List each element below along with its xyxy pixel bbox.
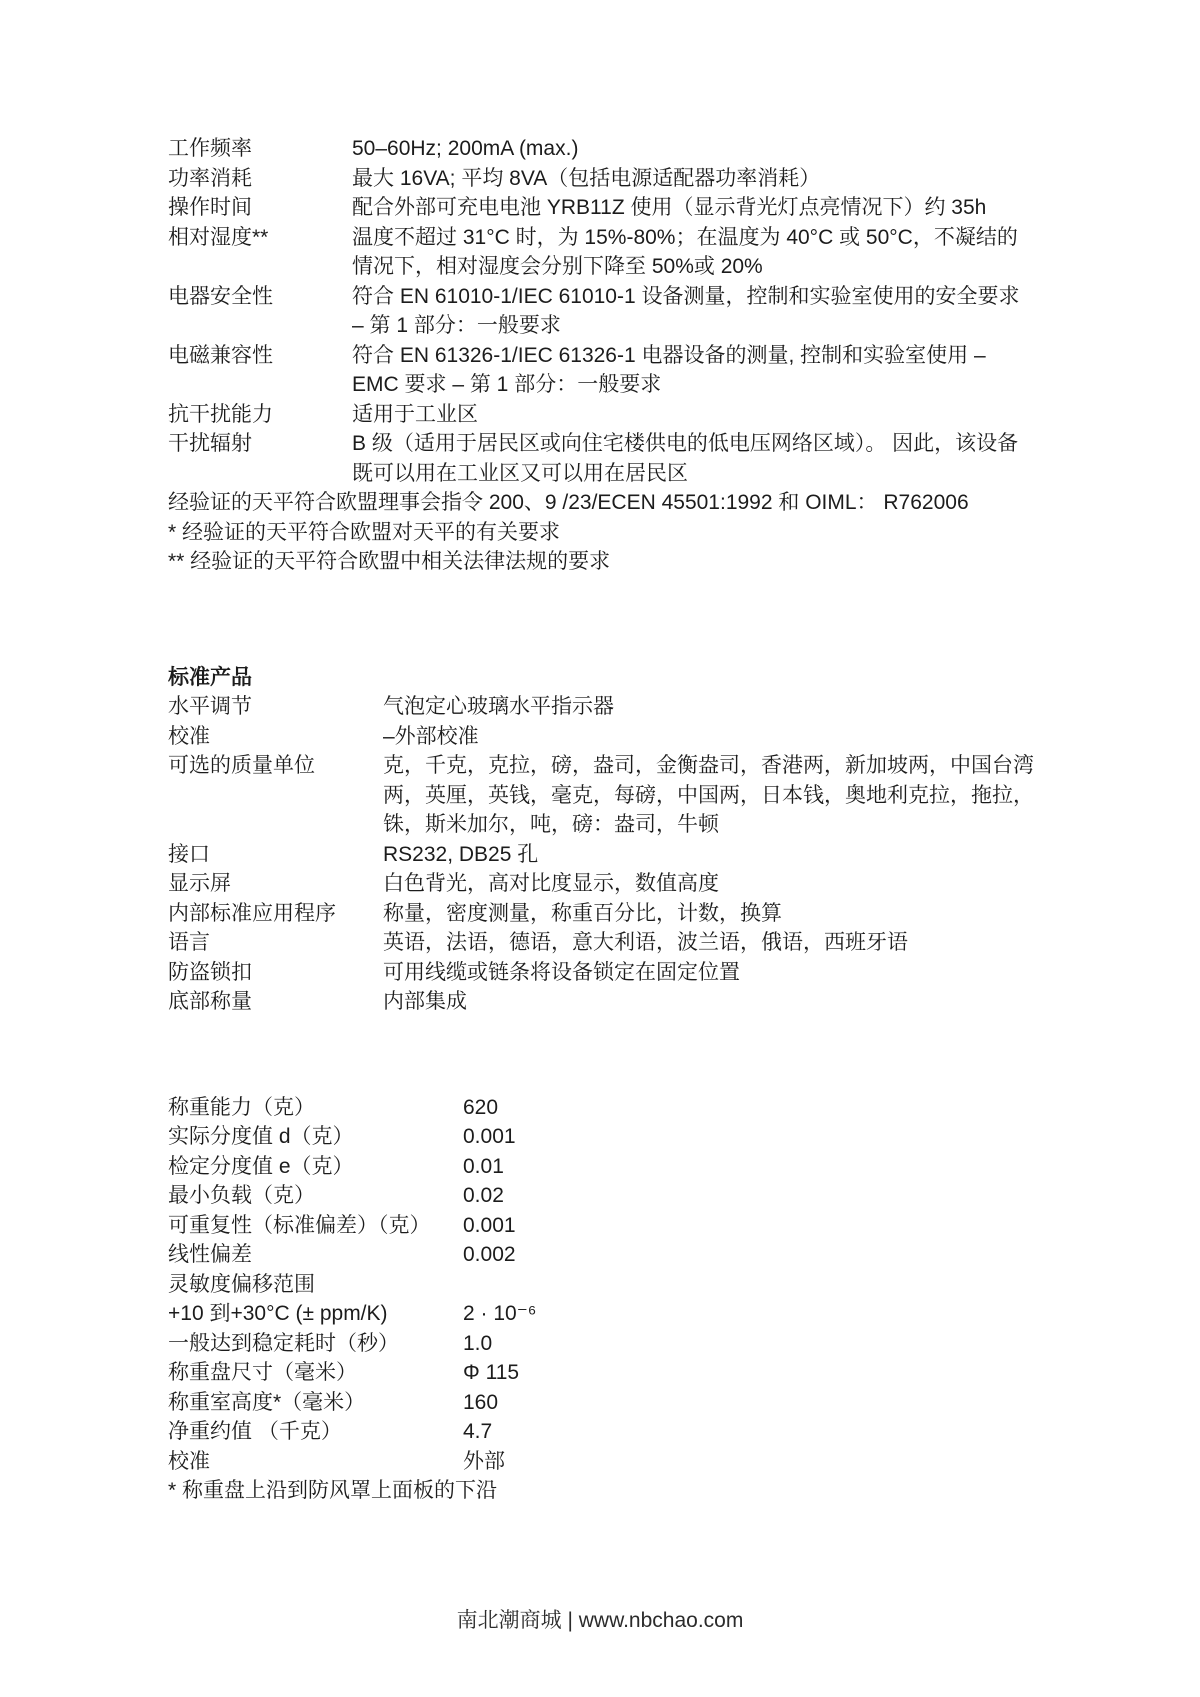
spec-value: 4.7	[463, 1420, 493, 1443]
spec-row	[168, 928, 1035, 958]
page-content	[168, 134, 1035, 1506]
spec-table-weighing	[168, 1093, 1035, 1477]
spec-row	[168, 1358, 1035, 1388]
spec-row	[168, 692, 1035, 722]
spec-value: 620	[463, 1095, 499, 1119]
spec-row	[168, 958, 1035, 988]
spec-label: 最小负载（克）	[168, 1184, 315, 1207]
spec-label: 抗干扰能力	[168, 402, 273, 426]
spec-label: 水平调节	[168, 695, 252, 718]
spec-label: 显示屏	[168, 872, 231, 895]
spec-value: B 级（适用于居民区或向住宅楼供电的低电压网络区域）。 因此，该设备既可以用在工业区又可以用在居民区	[352, 432, 1019, 485]
spec-label: 功率消耗	[168, 166, 252, 190]
spec-value: 0.02	[463, 1184, 504, 1207]
spec-row	[168, 987, 1035, 1017]
spec-value: 2 · 10⁻⁶	[463, 1302, 537, 1325]
spec-row	[168, 899, 1035, 929]
spec-value: 称量，密度测量，称重百分比，计数，换算	[383, 901, 782, 925]
spec-value: 克，千克，克拉，磅，盎司，金衡盎司，香港两，新加坡两，中国台湾两，英厘，英钱，毫克，每磅，中国两，日本钱，奥地利克拉，拖拉，铢，斯米加尔，吨，磅：盎司，牛顿	[383, 754, 1034, 836]
spec-row	[168, 282, 1035, 341]
note-line: * 经验证的天平符合欧盟对天平的有关要求	[168, 520, 561, 544]
spec-row	[168, 400, 1035, 430]
spec-table-standard-product	[168, 692, 1035, 1017]
spec-label: 灵敏度偏移范围	[168, 1272, 315, 1296]
spec-value: 外部	[463, 1449, 505, 1473]
spec-label: 一般达到稳定耗时（秒）	[168, 1331, 399, 1355]
spec-row	[168, 840, 1035, 870]
spec-label: 校准	[168, 724, 210, 748]
spec-label: 操作时间	[168, 196, 252, 219]
spec-value: 0.002	[463, 1243, 516, 1266]
spec-row	[168, 1447, 1035, 1477]
spec-row	[168, 429, 1035, 488]
spec-value: 符合 EN 61326-1/IEC 61326-1 电器设备的测量, 控制和实验室使用 – EMC 要求 – 第 1 部分：一般要求	[352, 343, 986, 396]
spec-value: 气泡定心玻璃水平指示器	[383, 695, 614, 718]
spec-label: 底部称量	[168, 990, 252, 1013]
spec-label: 称重室高度*（毫米）	[168, 1390, 366, 1414]
section-heading-standard-product: 标准产品	[168, 665, 252, 689]
spec-label: 相对湿度**	[168, 225, 269, 249]
spec-row	[168, 193, 1035, 223]
spec-value: 50–60Hz; 200mA (max.)	[352, 137, 579, 160]
spec-row	[168, 722, 1035, 752]
spec-row	[168, 751, 1035, 840]
spec-value: 0.001	[463, 1125, 516, 1148]
spec-label: 防盗锁扣	[168, 960, 252, 984]
spec-value: 1.0	[463, 1331, 493, 1355]
spec-label: 干扰辐射	[168, 432, 252, 455]
spec-row	[168, 1388, 1035, 1418]
spec-label: 可重复性（标准偏差）（克）	[168, 1213, 431, 1237]
spec-value: 适用于工业区	[352, 402, 478, 426]
spec-value: 可用线缆或链条将设备锁定在固定位置	[383, 960, 740, 984]
spec-value: 温度不超过 31°C 时，为 15%-80%；在温度为 40°C 或 50°C，不凝结的情况下，相对湿度会分别下降至 50%或 20%	[352, 225, 1018, 278]
note-line: 经验证的天平符合欧盟理事会指令 200、9 /23/ECEN 45501:1992 和 OIML： R762006	[168, 491, 969, 514]
spec-row	[168, 134, 1035, 164]
spec-row	[168, 1181, 1035, 1211]
spec-label: 接口	[168, 842, 210, 866]
spec-row	[168, 1152, 1035, 1182]
spec-value: 内部集成	[383, 990, 467, 1013]
spec-row	[168, 1270, 1035, 1300]
spec-value: 最大 16VA; 平均 8VA（包括电源适配器功率消耗）	[352, 166, 821, 190]
spec-value	[463, 1270, 1035, 1300]
weighing-footnote: * 称重盘上沿到防风罩上面板的下沿	[168, 1479, 498, 1502]
spec-value: Φ 115	[463, 1361, 520, 1384]
spec-value: RS232, DB25 孔	[383, 842, 539, 866]
note-line: ** 经验证的天平符合欧盟中相关法律法规的要求	[168, 550, 611, 573]
spec-row	[168, 1240, 1035, 1270]
spec-table-electrical	[168, 134, 1035, 488]
spec-value: 白色背光，高对比度显示，数值高度	[383, 872, 719, 895]
spec-row	[168, 1211, 1035, 1241]
spec-row	[168, 1122, 1035, 1152]
spec-value: 0.001	[463, 1213, 516, 1237]
spec-value: –外部校准	[383, 724, 479, 748]
spec-row	[168, 1093, 1035, 1123]
spec-value: 配合外部可充电电池 YRB11Z 使用（显示背光灯点亮情况下）约 35h	[352, 196, 987, 219]
spec-row	[168, 1417, 1035, 1447]
spec-label: 净重约值 （千克）	[168, 1420, 342, 1443]
spec-label: 电器安全性	[168, 284, 273, 308]
spec-row	[168, 1299, 1035, 1329]
spec-row	[168, 1329, 1035, 1359]
spec-value: 0.01	[463, 1154, 504, 1178]
certification-notes	[168, 488, 1035, 577]
spec-label: 校准	[168, 1449, 210, 1473]
spec-value: 160	[463, 1390, 499, 1414]
spec-row	[168, 869, 1035, 899]
spec-label: 称重能力（克）	[168, 1095, 315, 1119]
spec-value: 符合 EN 61010-1/IEC 61010-1 设备测量，控制和实验室使用的安全要求 – 第 1 部分：一般要求	[352, 284, 1020, 337]
spec-label: 可选的质量单位	[168, 754, 315, 777]
spec-label: 内部标准应用程序	[168, 901, 336, 925]
spec-label: 语言	[168, 931, 210, 954]
spec-label: 工作频率	[168, 137, 252, 160]
page-footer: 南北潮商城 | www.nbchao.com	[456, 1609, 744, 1632]
spec-value: 英语，法语，德语，意大利语，波兰语，俄语，西班牙语	[383, 931, 908, 954]
spec-row	[168, 223, 1035, 282]
spec-label: 电磁兼容性	[168, 343, 273, 367]
spec-row	[168, 164, 1035, 194]
spec-label: 线性偏差	[168, 1243, 252, 1266]
spec-label: +10 到+30°C (± ppm/K)	[168, 1302, 388, 1325]
spec-label: 检定分度值 e（克）	[168, 1154, 354, 1178]
spec-label: 实际分度值 d（克）	[168, 1125, 354, 1148]
spec-row	[168, 341, 1035, 400]
spec-label: 称重盘尺寸（毫米）	[168, 1361, 357, 1384]
